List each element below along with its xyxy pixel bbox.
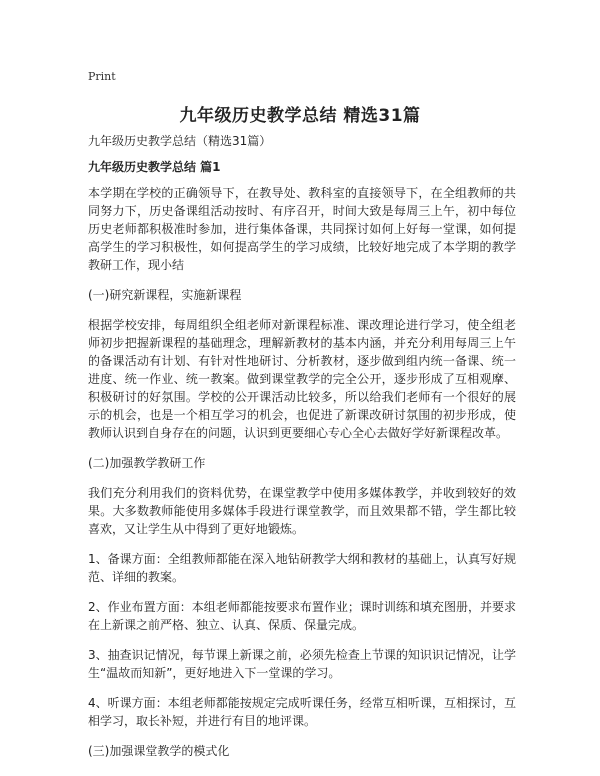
list-item-lesson-observation: 4、听课方面：本组老师都能按规定完成听课任务，经常互相听课，互相探讨，互相学习，取长补短，并进行有目的地评课。 (88, 696, 516, 728)
heading-classroom-model: (三)加强课堂教学的模式化 (88, 744, 230, 758)
list-item-review-check: 3、抽查识记情况，每节课上新课之前，必须先检查上节课的知识识记情况，让学生“温故而知新”，更好地进入下一堂课的学习。 (88, 648, 516, 680)
section-title: 九年级历史教学总结 篇1 (88, 160, 221, 174)
paragraph-teaching-research: 我们充分利用我们的资料优势，在课堂教学中使用多媒体教学，并收到较好的效果。大多数教师能使用多媒体手段进行课堂教学，而且效果都不错，学生都比较喜欢，又让学生从中得到了更好地锻炼。 (88, 486, 516, 536)
print-link[interactable]: Print (88, 70, 116, 83)
list-item-homework: 2、作业布置方面：本组老师都能按要求布置作业；课时训练和填充图册，并要求在上新课之前严格、独立、认真、保质、保量完成。 (88, 600, 516, 632)
heading-teaching-research: (二)加强教学教研工作 (88, 456, 206, 470)
intro-paragraph: 本学期在学校的正确领导下，在教导处、教科室的直接领导下，在全组教师的共同努力下，历史备课组活动按时、有序召开，时间大致是每周三上午，初中每位历史老师都积极准时参加，进行集体备课，共同探讨如何上好每一堂课，如何提高学生的学习积极性，如何提高学生的学习成绩，比较好地完成了本学期的教学教研工作，现小结 (88, 186, 516, 272)
heading-research-curriculum: (一)研究新课程，实施新课程 (88, 288, 242, 302)
document-body (88, 132, 516, 772)
list-item-lesson-prep: 1、备课方面：全组教师都能在深入地钻研教学大纲和教材的基础上，认真写好规范、详细的教案。 (88, 552, 516, 584)
document-subtitle: 九年级历史教学总结（精选31篇） (88, 134, 272, 148)
paragraph-research-curriculum: 根据学校安排，每周组织全组老师对新课程标准、课改理论进行学习，使全组老师初步把握新课程的基础理念，理解新教材的基本内涵，并充分利用每周三上午的备课活动有计划、有针对性地研讨、分析教材，逐步做到组内统一备课、统一进度、统一作业、统一教案。做到课堂教学的完全公开，逐步形成了互相观摩、积极研讨的好氛围。学校的公开课活动比较多，所以给我们老师有一个很好的展示的机会，也是一个相互学习的机会，也促进了新课改研讨氛围的初步形成，使教师认识到自身存在的问题，认识到更要细心专心全心去做好学好新课程改革。 (88, 318, 516, 440)
document-title: 九年级历史教学总结 精选31篇 (179, 106, 421, 126)
